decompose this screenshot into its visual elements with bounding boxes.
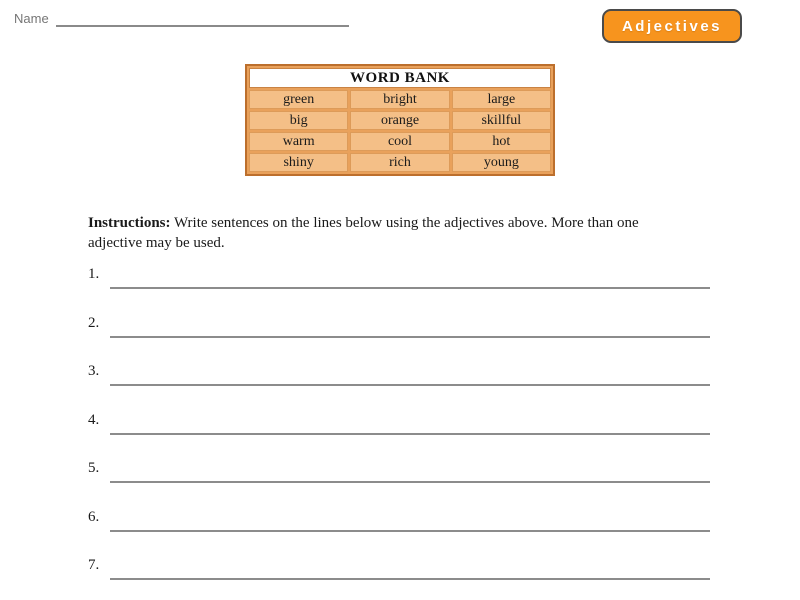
instructions-line1: Write sentences on the lines below using the adjectives above. More than one — [174, 215, 639, 231]
word-cell: cool — [350, 132, 449, 151]
writing-line-item — [88, 258, 710, 307]
line-number: 5. — [88, 460, 100, 476]
writing-line-item — [88, 355, 710, 404]
writing-line-blank-4[interactable] — [110, 433, 710, 445]
writing-line-blank-6[interactable] — [110, 530, 710, 542]
word-bank-title: WORD BANK — [249, 68, 551, 88]
line-number: 3. — [88, 363, 100, 379]
word-bank-grid — [249, 90, 551, 172]
line-number: 1. — [88, 266, 100, 282]
name-blank-line[interactable] — [56, 10, 349, 27]
writing-line-blank-7[interactable] — [110, 578, 710, 590]
word-cell: bright — [350, 90, 449, 109]
writing-line-blank-3[interactable] — [110, 384, 710, 396]
adjectives-badge[interactable] — [602, 9, 742, 43]
writing-line-blank-2[interactable] — [110, 336, 710, 348]
instructions-line2: adjective may be used. — [88, 235, 225, 251]
line-number: 2. — [88, 314, 100, 331]
instructions-label: Instructions: — [88, 215, 171, 231]
writing-line-blank-5[interactable] — [110, 481, 710, 493]
writing-line-item — [88, 404, 710, 453]
word-cell: large — [452, 90, 551, 109]
writing-line-item — [88, 549, 710, 598]
word-cell: big — [249, 111, 348, 130]
word-cell: skillful — [452, 111, 551, 130]
word-bank-table — [245, 64, 555, 176]
writing-lines — [88, 258, 710, 598]
word-cell: shiny — [249, 153, 348, 172]
word-cell: hot — [452, 132, 551, 151]
adjectives-badge-label: Adjectives — [621, 17, 723, 35]
line-number: 4. — [88, 411, 100, 428]
writing-line-blank-1[interactable] — [110, 287, 710, 299]
word-cell: warm — [249, 132, 348, 151]
line-number: 7. — [88, 557, 100, 573]
writing-line-item — [88, 307, 710, 356]
line-number: 6. — [88, 508, 100, 525]
instructions-text — [88, 213, 696, 253]
writing-line-item — [88, 452, 710, 501]
name-label: Name — [14, 11, 49, 26]
word-cell: orange — [350, 111, 449, 130]
writing-line-item — [88, 501, 710, 550]
word-cell: green — [249, 90, 348, 109]
word-cell: rich — [350, 153, 449, 172]
word-cell: young — [452, 153, 551, 172]
